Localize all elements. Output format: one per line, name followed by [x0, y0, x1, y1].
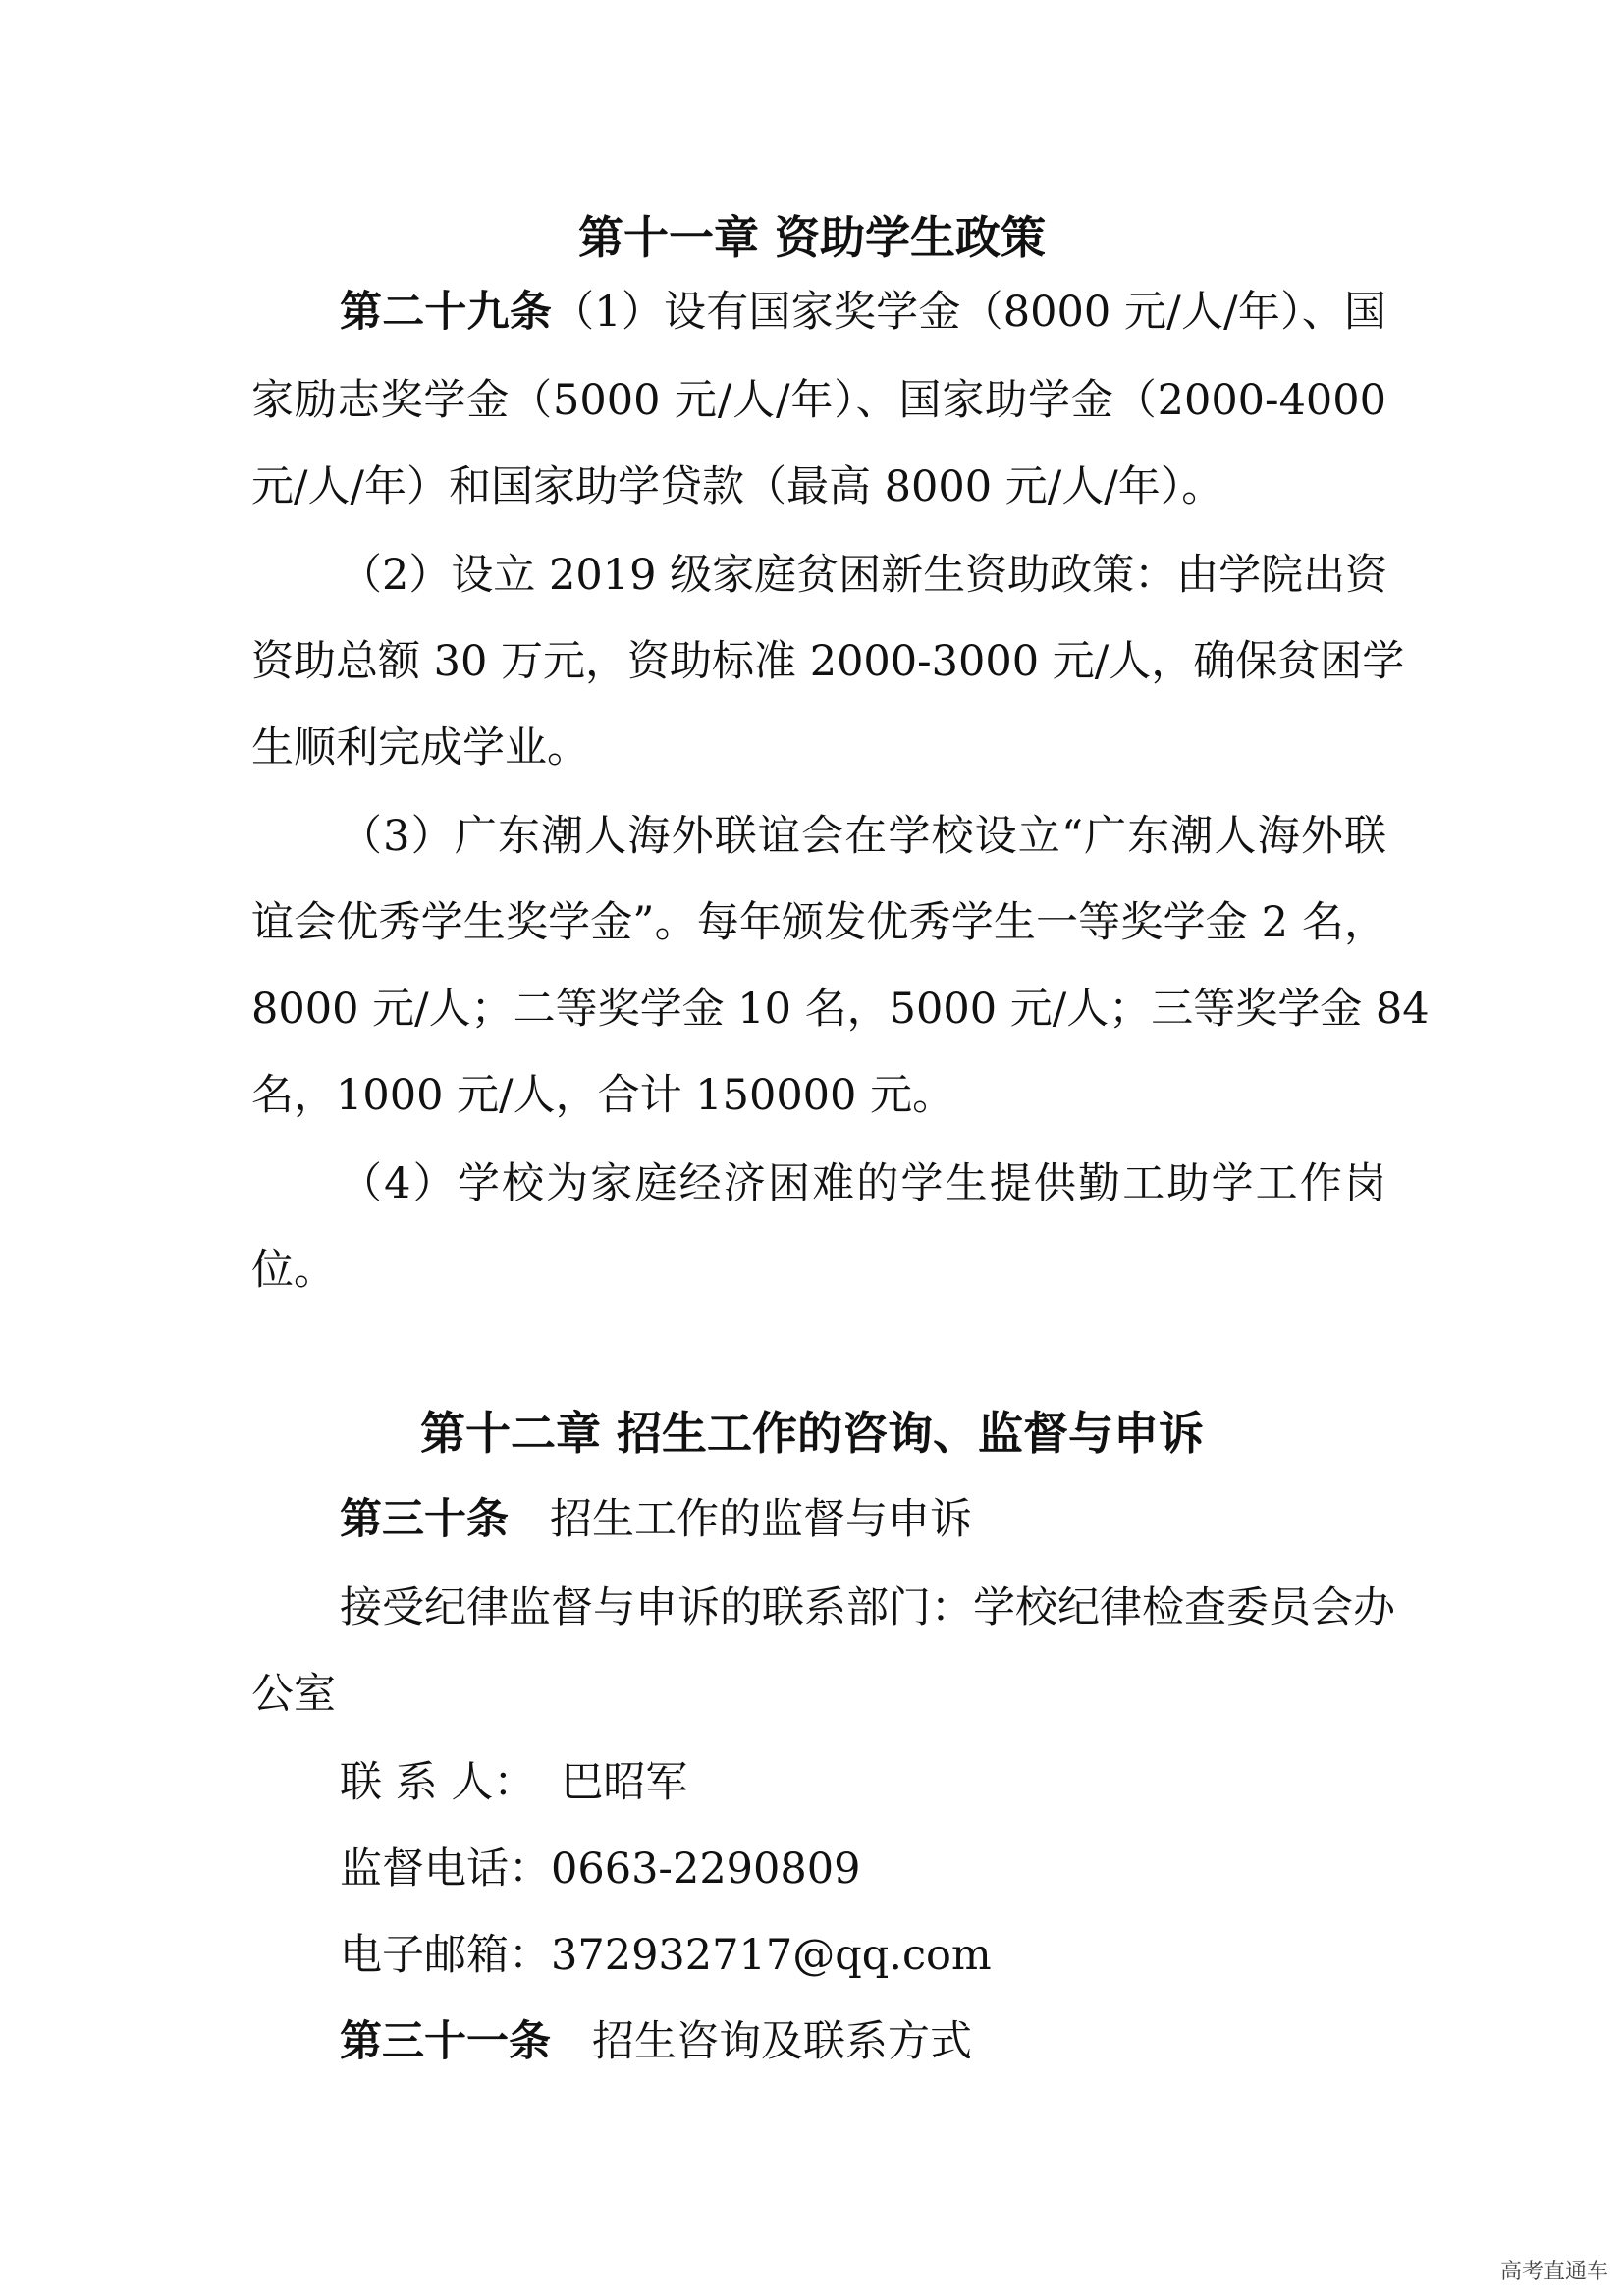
article-30-label: 第三十条 — [340, 1495, 509, 1544]
chapter-11-title: 第十一章 资助学生政策 — [577, 211, 1046, 264]
chapter-12-title: 第十二章 招生工作的咨询、监督与申诉 — [419, 1407, 1204, 1460]
watermark-text: 高考直通车 — [1499, 2260, 1608, 2284]
dept-line-2: 公室 — [251, 1670, 336, 1719]
article-29-paragraph-2-line-3: 生顺利完成学业。 — [251, 723, 589, 773]
article-29-paragraph-4-line-2: 位。 — [251, 1246, 336, 1295]
phone-label: 监督电话： — [340, 1844, 551, 1894]
article-29-paragraph-3-line-2: 谊会优秀学生奖学金”。每年颁发优秀学生一等奖学金 2 名， — [251, 898, 1386, 947]
article-29-paragraph-1-line-2: 家励志奖学金（5000 元/人/年）、国家助学金（2000-4000 — [251, 376, 1386, 425]
contact-value: 巴昭军 — [561, 1758, 688, 1807]
article-30-line — [340, 1492, 972, 1547]
article-29-paragraph-2-line-2: 资助总额 30 万元，资助标准 2000-3000 元/人，确保贫困学 — [251, 637, 1405, 686]
article-29-p1-l1-text: （1）设有国家奖学金（8000 元/人/年）、国 — [552, 288, 1387, 337]
article-29-paragraph-4-line-1: （4）学校为家庭经济困难的学生提供勤工助学工作岗 — [340, 1159, 1386, 1208]
article-29-label: 第二十九条 — [340, 288, 553, 337]
article-29-paragraph-3-line-1: （3）广东潮人海外联谊会在学校设立“广东潮人海外联 — [340, 812, 1386, 861]
article-29-paragraph-3-line-3: 8000 元/人；二等奖学金 10 名，5000 元/人；三等奖学金 84 — [251, 985, 1430, 1034]
article-31-text: 招生咨询及联系方式 — [592, 2017, 972, 2066]
article-29-paragraph-3-line-4: 名，1000 元/人，合计 150000 元。 — [251, 1071, 955, 1120]
article-31-label: 第三十一条 — [340, 2017, 551, 2066]
dept-line-1: 接受纪律监督与申诉的联系部门：学校纪律检查委员会办 — [340, 1583, 1395, 1632]
contact-label: 联 系 人： — [340, 1758, 536, 1807]
article-29-paragraph-2-line-1: （2）设立 2019 级家庭贫困新生资助政策：由学院出资 — [340, 551, 1388, 600]
article-29-paragraph-1-line-3: 元/人/年）和国家助学贷款（最高 8000 元/人/年）。 — [251, 462, 1224, 511]
contact-line — [340, 1755, 687, 1810]
phone-line — [340, 1842, 860, 1896]
email-label: 电子邮箱： — [340, 1931, 551, 1980]
phone-value: 0663-2290809 — [551, 1844, 861, 1894]
article-29-paragraph-1-line-1 — [340, 285, 1386, 340]
email-line — [340, 1928, 992, 1983]
email-value: 372932717@qq.com — [551, 1931, 992, 1980]
article-31-line — [340, 2014, 972, 2069]
article-30-text: 招生工作的监督与申诉 — [550, 1495, 972, 1544]
